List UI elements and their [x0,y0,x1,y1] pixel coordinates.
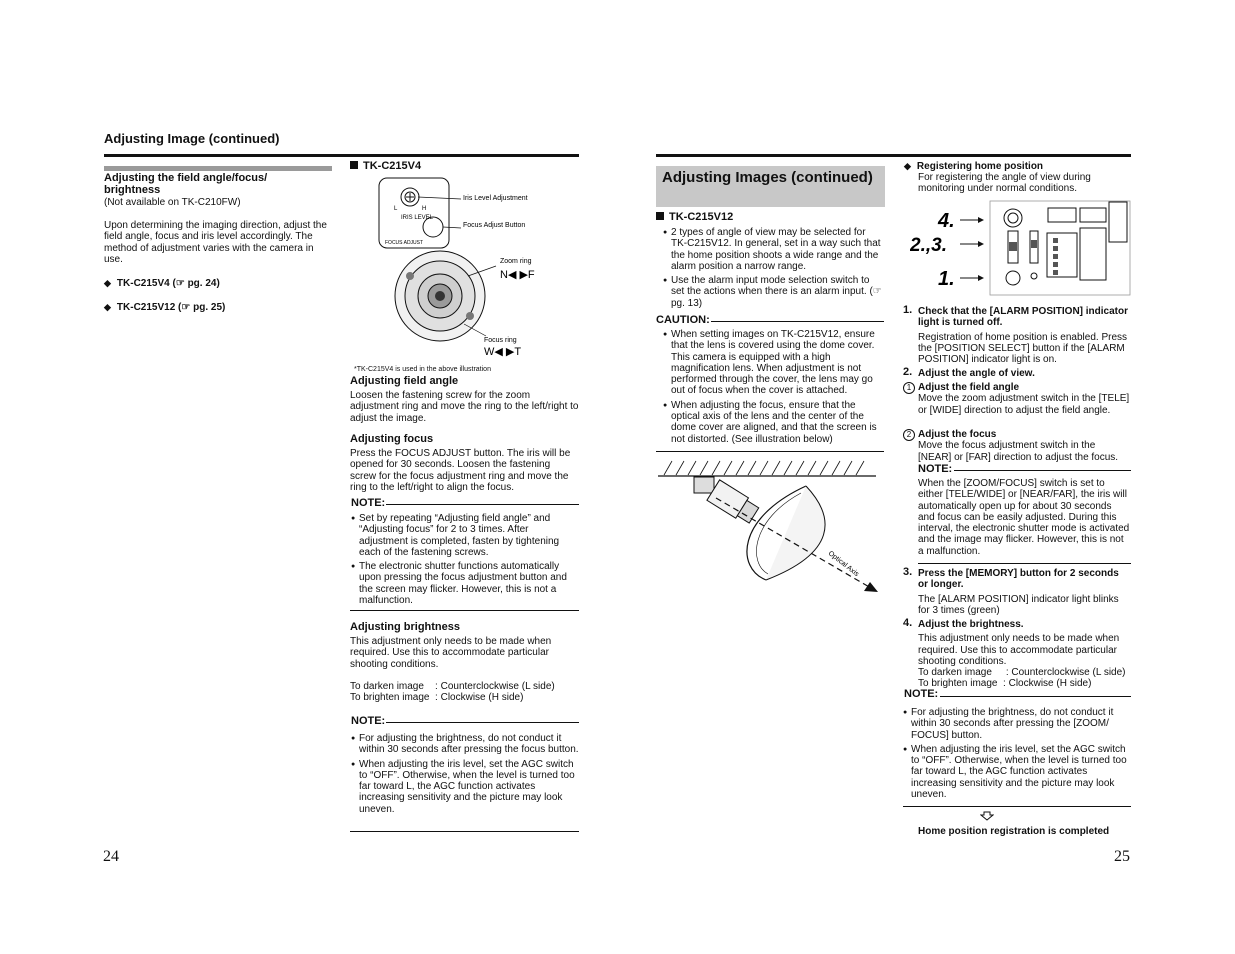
running-head: Adjusting Image (continued) [104,131,280,146]
right-note2-rule [940,696,1131,697]
note2-item: ● For adjusting the brightness, do not conduct it within 30 seconds after pressing the focus button. [351,733,579,756]
optical-axis-illustration [656,458,882,598]
iris-level-label: IRIS LEVEL [401,215,434,221]
focus-text: Press the FOCUS ADJUST button. The iris will be opened for 30 seconds. Loosen the fastening screw for the focus adjustment ring and move the ring to the left/right to align the focus. [350,448,571,493]
step-4-darken: To darken image : Counterclockwise (L side) [918,667,1126,679]
l-mark: L [394,206,398,212]
step-2 [903,366,1128,379]
panel-label-1: 1. [938,268,955,290]
step-4-brighten: To brighten image : Clockwise (H side) [918,678,1092,690]
down-arrow-icon [980,811,994,821]
note1-list [351,513,579,609]
focus-direction-label: W◀ ▶T [484,346,522,358]
intro-text: Upon determining the imaging direction, adjust the field angle, focus and iris level accordingly. The method of adjustment varies with the camera in use. [104,220,327,265]
optical-axis-label: Optical Axis [826,550,860,579]
model-heading-v12: TK-C215V12 [656,212,733,223]
substep-1 [906,382,1130,416]
step-1-text: Registration of home position is enabled. Press the [POSITION SELECT] button if the [ALARM POSITION] indicator light is on. [918,331,1128,366]
step-note-text: When the [ZOOM/FOCUS] switch is set to either [TELE/WIDE] or [NEAR/FAR], the iris will automatically open up for about 30 seconds and focus can be easily adjusted. During this interval, the electronic shutter mode is activated and the image may flicker. However, this is not a malfunction. [918,478,1130,557]
caution-item: ● When setting images on TK-C215V12, ensure that the lens is covered using the dome cover. This camera is equipped with a high magnification lens. When adjustment is not performed through the cover, the lens may go out of focus when the cover is attached. [663,329,885,397]
step-4-number: 4. [903,617,913,629]
completed-text: Home position registration is completed [918,826,1110,837]
note2-rule [386,722,579,723]
section-title: Adjusting the field angle/focus/ brightness [104,172,268,196]
registering-title: ◆ Registering home position [904,161,1044,172]
step-note-label: NOTE: [918,463,953,475]
diamond-icon: ◆ [104,278,111,288]
substep-1-text: Move the zoom adjustment switch in the [TELE] or [WIDE] direction to adjust the field angle. [918,393,1130,416]
focus-title: Adjusting focus [350,433,434,445]
header-rule-right [656,154,1131,157]
circled-number-1: 1 [903,382,915,394]
v12-list [663,227,884,312]
right-note2-label: NOTE: [904,688,939,700]
step-3-number: 3. [903,566,913,578]
page-number-left: 24 [103,848,119,865]
darken-line: To darken image : Counterclockwise (L side) [350,681,555,692]
diamond-icon: ◆ [904,161,911,171]
step-3 [903,566,1130,616]
brightness-text: This adjustment only needs to be made when required. Use this to accommodate particular shooting conditions. [350,636,552,670]
step-1-title: Check that the [ALARM POSITION] indicator light is turned off. [918,306,1129,329]
step-4 [903,617,1130,690]
zoom-direction-label: N◀ ▶F [500,269,535,281]
brighten-line: To brighten image : Clockwise (H side) [350,692,524,703]
control-panel-illustration [910,198,1132,298]
header-rule [104,154,579,157]
caution-label: CAUTION: [656,314,710,326]
substep-1-title: Adjust the field angle [918,382,1020,393]
substep-2-title: Adjust the focus [918,429,997,440]
focus-adjust-button-label: Focus Adjust Button [463,222,526,229]
square-bullet-icon [656,212,664,220]
right-note2-list [903,707,1130,803]
focus-ring-label: Focus ring [484,337,517,344]
iris-level-adjustment-label: Iris Level Adjustment [463,195,528,202]
brightness-title: Adjusting brightness [350,621,460,633]
step-1 [903,304,1129,366]
step-3-title: Press the [MEMORY] button for 2 seconds or longer. [918,568,1119,591]
diamond-icon: ◆ [104,302,111,312]
link-tk-c215v12[interactable]: ◆ TK-C215V12 (☞ pg. 25) [104,302,226,313]
note2-item: ● When adjusting the iris level, set the AGC switch to “OFF”. Otherwise, when the level is turned too far toward L, the AGC function activates increasing sensitivity and the picture may look uneven. [351,759,579,815]
link-tk-c215v4[interactable]: ◆ TK-C215V4 (☞ pg. 24) [104,278,220,289]
substep-2 [906,429,1130,463]
note1-item: ● Set by repeating “Adjusting field angle” and “Adjusting focus” for 2 to 3 times. After adjustment is completed, fasten by tightening each of the fastening screws. [351,513,579,558]
step-3-text: The [ALARM POSITION] indicator light blinks for 3 times (green) [918,593,1119,616]
step-4-text: This adjustment only needs to be made when required. Use this to accommodate particular shooting conditions. [918,633,1120,667]
step-note-bottom-rule [918,563,1131,564]
field-angle-title: Adjusting field angle [350,375,459,387]
registering-text: For registering the angle of view during monitoring under normal conditions. [918,172,1091,195]
figure-footnote: *TK-C215V4 is used in the above illustration [354,366,491,373]
v12-item: ● Use the alarm input mode selection switch to set the actions when there is an alarm input. (☞ pg. 13) [663,275,884,309]
note1-item: ● The electronic shutter functions automatically upon pressing the focus adjustment button and the screen may flicker. However, this is not a malfunction. [351,561,579,606]
note1-bottom-rule [350,610,579,611]
step-4-title: Adjust the brightness. [918,619,1024,630]
focus-adjust-small: FOCUS ADJUST [385,240,424,246]
note2-label: NOTE: [351,715,386,727]
panel-label-2-3: 2.,3. [910,235,947,256]
caution-list [663,329,885,448]
right-title: Adjusting Images (continued) [662,169,873,186]
h-mark: H [422,206,427,212]
section-bar [104,166,332,171]
square-bullet-icon [350,161,358,169]
field-angle-text: Loosen the fastening screw for the zoom adjustment ring and move the ring to the left/right to adjust the image. [350,390,579,424]
step-1-number: 1. [903,304,913,316]
note2-bottom-rule [350,831,579,832]
note1-rule [386,504,579,505]
caution-item: ● When adjusting the focus, ensure that the optical axis of the lens and the center of the dome cover are aligned, and that the screen is not distorted. (See illustration below) [663,400,885,445]
note2-list [351,733,579,818]
page-number-right: 25 [1114,848,1130,865]
step-2-number: 2. [903,366,913,378]
v12-item: ● 2 types of angle of view may be selected for TK-C215V12. In general, set in a way such that the home position shoots a wide range and the alarm position a narrow range. [663,227,884,272]
camera-v4-illustration [368,176,548,362]
step-note-rule [954,470,1131,471]
caution-bottom-rule [656,451,884,452]
zoom-ring-label: Zoom ring [500,258,532,265]
caution-rule [711,321,884,322]
circled-number-2: 2 [903,429,915,441]
not-available-note: (Not available on TK-C210FW) [104,197,241,208]
right-note2-item: ● When adjusting the iris level, set the AGC switch to “OFF”. Otherwise, when the level is turned too far toward L, the AGC function activates increasing sensitivity and the picture may look uneven. [903,744,1130,800]
model-heading-v4: TK-C215V4 [350,161,421,172]
step-2-title: Adjust the angle of view. [918,368,1035,379]
right-note2-bottom-rule [903,806,1131,807]
substep-2-text: Move the focus adjustment switch in the [NEAR] or [FAR] direction to adjust the focus. [918,440,1119,463]
right-note2-item: ● For adjusting the brightness, do not conduct it within 30 seconds after pressing the [ZOOM/ FOCUS] button. [903,707,1130,741]
panel-label-4: 4. [938,210,955,232]
note1-label: NOTE: [351,497,386,509]
